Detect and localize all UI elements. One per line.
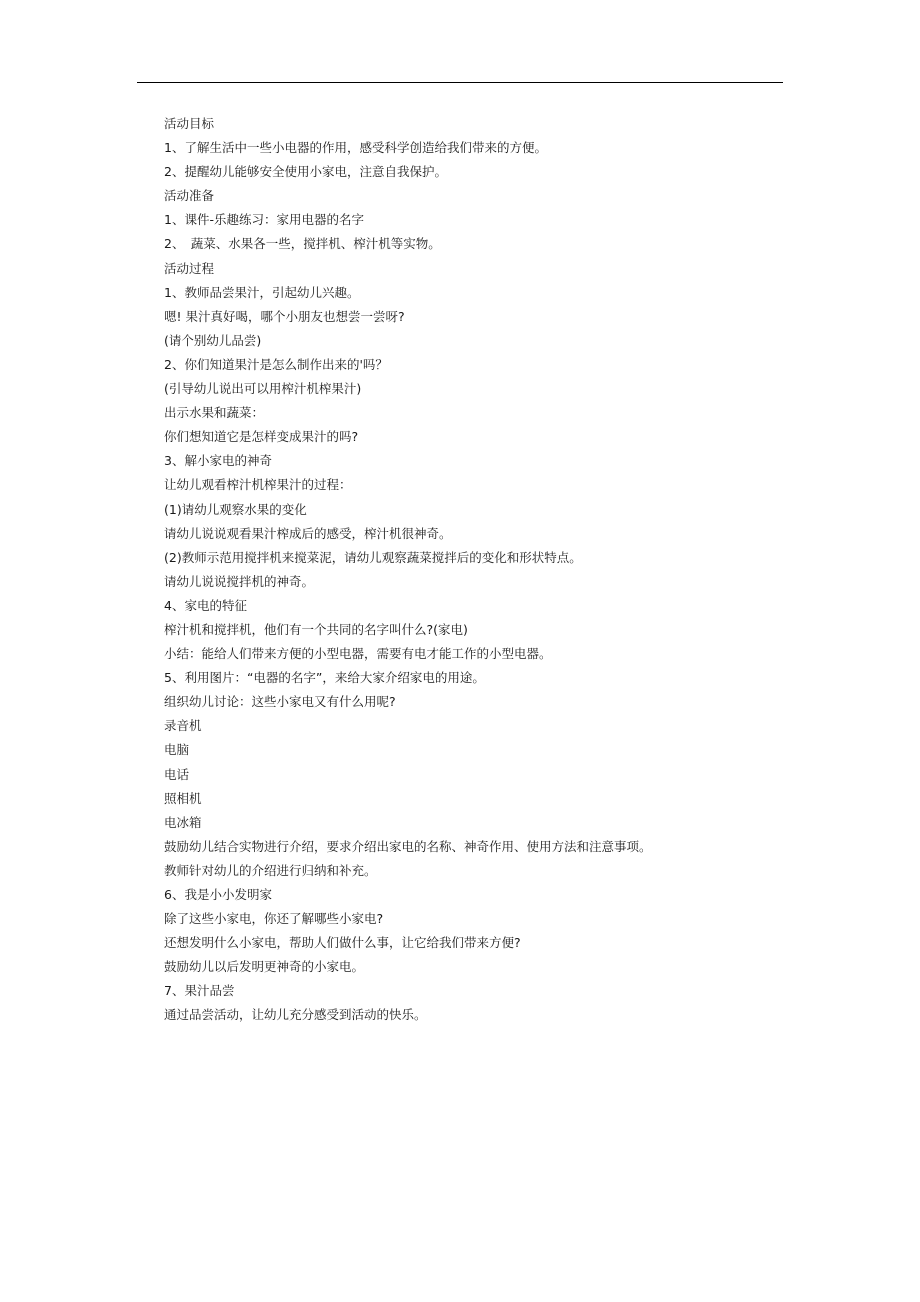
process-step-3: 3、解小家电的神奇 (164, 453, 272, 469)
process-step-1: 1、教师品尝果汁，引起幼儿兴趣。 (164, 284, 360, 300)
document-body (164, 112, 784, 1028)
paragraph-line: 教师针对幼儿的介绍进行归纳和补充。 (164, 862, 377, 878)
appliance-item: 电冰箱 (164, 814, 202, 830)
section-heading-goals: 活动目标 (164, 116, 215, 131)
paragraph-line: 还想发明什么小家电，帮助人们做什么事，让它给我们带来方便? (164, 935, 521, 951)
paragraph-line: 你们想知道它是怎样变成果汁的吗? (164, 429, 359, 445)
process-step-5: 5、利用图片：“电器的名字”，来给大家介绍家电的用途。 (164, 670, 485, 686)
paragraph-line: 请幼儿说说观看果汁榨成后的感受，榨汁机很神奇。 (164, 525, 452, 541)
paragraph-line: 组织幼儿讨论：这些小家电又有什么用呢? (164, 694, 396, 710)
section-heading-preparation: 活动准备 (164, 188, 215, 204)
paragraph-line: 让幼儿观看榨汁机榨果汁的过程： (164, 477, 352, 493)
paragraph-line: 通过品尝活动，让幼儿充分感受到活动的快乐。 (164, 1007, 427, 1023)
paragraph-line: 鼓励幼儿以后发明更神奇的小家电。 (164, 959, 365, 975)
paragraph-line: (请个别幼儿品尝) (164, 332, 262, 348)
appliance-item: 电脑 (164, 742, 190, 758)
paragraph-line: 鼓励幼儿结合实物进行介绍，要求介绍出家电的名称、神奇作用、使用方法和注意事项。 (164, 838, 652, 854)
paragraph-line: 请幼儿说说搅拌机的神奇。 (164, 573, 315, 589)
process-step-4: 4、家电的特征 (164, 597, 247, 613)
sub-step-2: (2)教师示范用搅拌机来搅菜泥，请幼儿观察蔬菜搅拌后的变化和形状特点。 (164, 549, 582, 565)
paragraph-line: 小结：能给人们带来方便的小型电器，需要有电才能工作的小型电器。 (164, 646, 552, 662)
section-heading-process: 活动过程 (164, 260, 215, 276)
goal-item-1: 1、了解生活中一些小电器的作用，感受科学创造给我们带来的方便。 (164, 140, 547, 156)
paragraph-line: 榨汁机和搅拌机，他们有一个共同的名字叫什么?(家电) (164, 621, 468, 637)
appliance-item: 电话 (164, 766, 190, 782)
paragraph-line: 嗯! 果汁真好喝，哪个小朋友也想尝一尝呀? (164, 308, 405, 324)
header-rule (137, 82, 783, 83)
sub-step-1: (1)请幼儿观察水果的变化 (164, 501, 307, 517)
process-step-7: 7、果汁品尝 (164, 983, 235, 999)
goal-item-2: 2、提醒幼儿能够安全使用小家电，注意自我保护。 (164, 164, 447, 180)
paragraph-line: 出示水果和蔬菜： (164, 405, 265, 421)
appliance-item: 照相机 (164, 790, 202, 806)
paragraph-line: (引导幼儿说出可以用榨汁机榨果汁) (164, 381, 362, 397)
process-step-2: 2、你们知道果汁是怎么制作出来的'吗？ (164, 356, 388, 372)
paragraph-line: 除了这些小家电，你还了解哪些小家电? (164, 911, 384, 927)
process-step-6: 6、我是小小发明家 (164, 887, 272, 902)
preparation-item-1: 1、课件-乐趣练习：家用电器的名字 (164, 212, 364, 228)
preparation-item-2: 2、 蔬菜、水果各一些，搅拌机、榨汁机等实物。 (164, 236, 441, 252)
appliance-item: 录音机 (164, 718, 202, 734)
